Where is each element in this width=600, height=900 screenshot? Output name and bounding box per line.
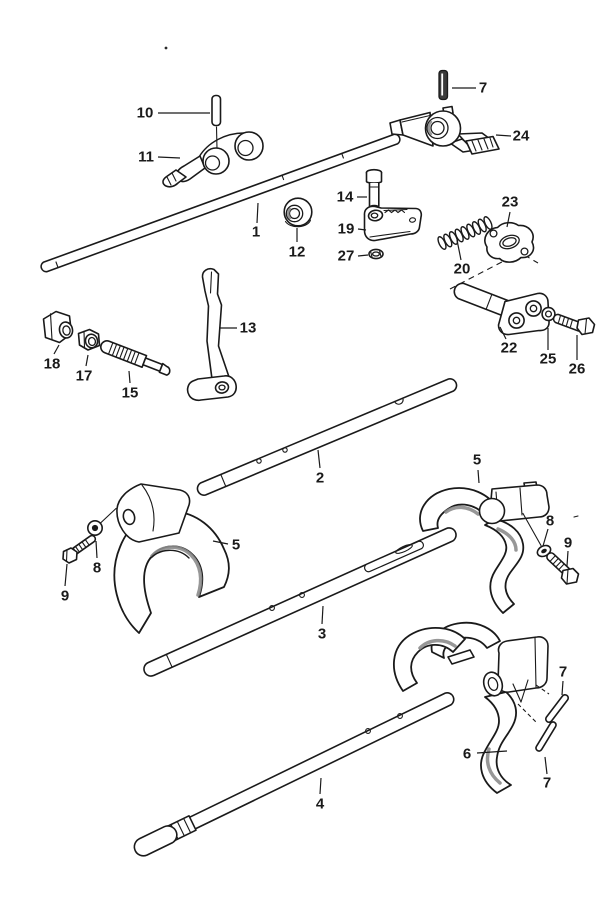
- callout-number[interactable]: 14: [336, 188, 354, 206]
- callout-leader-line: [496, 135, 511, 136]
- callout-number[interactable]: 7: [478, 79, 488, 97]
- part-shift-fork-5-right: [420, 482, 578, 613]
- callout-number[interactable]: 11: [138, 148, 154, 166]
- callout-number[interactable]: 23: [501, 193, 519, 211]
- part-washer-8-left: [88, 509, 116, 536]
- callout-leader-line: [318, 450, 320, 468]
- callout-leader-line: [320, 778, 321, 794]
- callout-number[interactable]: 8: [545, 512, 555, 530]
- print-speck: [165, 47, 168, 50]
- callout-17[interactable]: [76, 355, 93, 385]
- callout-number[interactable]: 10: [136, 104, 154, 122]
- callout-leader-line: [562, 681, 563, 695]
- callout-leader-line: [129, 371, 130, 383]
- callout-number[interactable]: 7: [542, 774, 552, 792]
- callout-1[interactable]: [252, 203, 260, 241]
- part-threaded-stud-15: [101, 341, 170, 375]
- callout-15[interactable]: [122, 371, 139, 402]
- part-shift-lever-13: [188, 269, 237, 401]
- callout-12[interactable]: [289, 228, 306, 261]
- callout-number[interactable]: 1: [251, 223, 261, 241]
- callout-14[interactable]: [337, 189, 367, 206]
- callout-number[interactable]: 3: [317, 625, 327, 643]
- part-pin-7-top: [439, 71, 448, 100]
- part-guide-block-19: [364, 206, 421, 240]
- callout-leader-line: [257, 203, 258, 223]
- callout-leader-line: [567, 551, 568, 566]
- callout-number[interactable]: 6: [462, 745, 472, 763]
- callout-10[interactable]: [137, 105, 210, 122]
- callout-13[interactable]: [219, 320, 256, 337]
- callout-11[interactable]: [138, 149, 180, 166]
- callout-number[interactable]: 12: [288, 243, 306, 261]
- callout-8-right[interactable]: [543, 513, 554, 547]
- callout-number[interactable]: 19: [337, 220, 355, 238]
- callout-leader-line: [158, 157, 180, 158]
- callout-leader-line: [65, 564, 67, 586]
- callout-number[interactable]: 9: [60, 587, 70, 605]
- callout-leader-line: [322, 606, 323, 624]
- callout-number[interactable]: 26: [568, 360, 586, 378]
- part-bolt-9-left: [63, 536, 95, 563]
- part-bolt-14: [367, 170, 382, 210]
- callout-number[interactable]: 24: [512, 127, 530, 145]
- callout-leader-line: [545, 757, 547, 774]
- callout-19[interactable]: [338, 221, 366, 238]
- callout-25[interactable]: [540, 328, 557, 368]
- callout-7-top[interactable]: [452, 80, 487, 97]
- callout-number[interactable]: 18: [43, 355, 61, 373]
- callout-leader-line: [478, 470, 479, 483]
- callout-7-mid[interactable]: [559, 664, 567, 696]
- callout-26[interactable]: [569, 335, 586, 378]
- part-pin-7-bottom: [536, 722, 556, 751]
- callout-number[interactable]: 27: [337, 247, 355, 265]
- callout-leader-line: [54, 345, 59, 354]
- callout-18[interactable]: [44, 345, 61, 373]
- callout-number[interactable]: 8: [92, 559, 102, 577]
- callout-leader-line: [543, 529, 548, 546]
- callout-24[interactable]: [496, 128, 530, 145]
- part-shift-rod-4: [134, 693, 453, 856]
- part-bolt-26: [554, 314, 595, 334]
- callout-20[interactable]: [454, 240, 471, 278]
- part-link-lever-11: [163, 132, 263, 187]
- callout-7-bottom[interactable]: [543, 757, 551, 792]
- part-guide-piece-22: [454, 283, 549, 334]
- part-pin-7-mid: [546, 695, 568, 722]
- callout-number[interactable]: 5: [472, 451, 482, 469]
- callout-27[interactable]: [338, 248, 368, 265]
- callout-leader-line: [457, 240, 461, 260]
- callout-9-left[interactable]: [61, 564, 69, 605]
- callout-number[interactable]: 7: [558, 663, 568, 681]
- callout-number[interactable]: 4: [315, 795, 325, 813]
- callout-leader-line: [86, 355, 88, 366]
- callout-5-right[interactable]: [473, 452, 481, 484]
- part-bushing-12: [284, 198, 312, 226]
- part-cap-nut-18: [44, 312, 74, 343]
- part-shift-rod-2: [197, 379, 456, 495]
- callout-number[interactable]: 13: [239, 319, 257, 337]
- callout-number[interactable]: 2: [315, 469, 325, 487]
- callout-9-right[interactable]: [564, 535, 572, 567]
- callout-number[interactable]: 15: [121, 384, 139, 402]
- callout-3[interactable]: [318, 606, 326, 643]
- callout-4[interactable]: [316, 778, 325, 813]
- callout-2[interactable]: [316, 450, 324, 487]
- part-shift-fork-5-left: [114, 484, 228, 633]
- callout-number[interactable]: 9: [563, 534, 573, 552]
- part-gasket-23: [485, 223, 534, 262]
- part-snap-ring-27: [369, 249, 383, 258]
- part-nut-17: [79, 330, 100, 351]
- part-spring-20: [436, 216, 493, 251]
- callout-number[interactable]: 5: [231, 536, 241, 554]
- callout-leader-line: [96, 541, 97, 558]
- part-bolt-9-right: [547, 553, 579, 584]
- callout-number[interactable]: 22: [500, 339, 518, 357]
- callout-number[interactable]: 20: [453, 260, 471, 278]
- callout-leader-line: [358, 255, 368, 256]
- part-selector-finger-24: [390, 107, 499, 155]
- callout-number[interactable]: 17: [75, 367, 93, 385]
- callout-number[interactable]: 25: [539, 350, 557, 368]
- callout-8-left[interactable]: [93, 541, 101, 577]
